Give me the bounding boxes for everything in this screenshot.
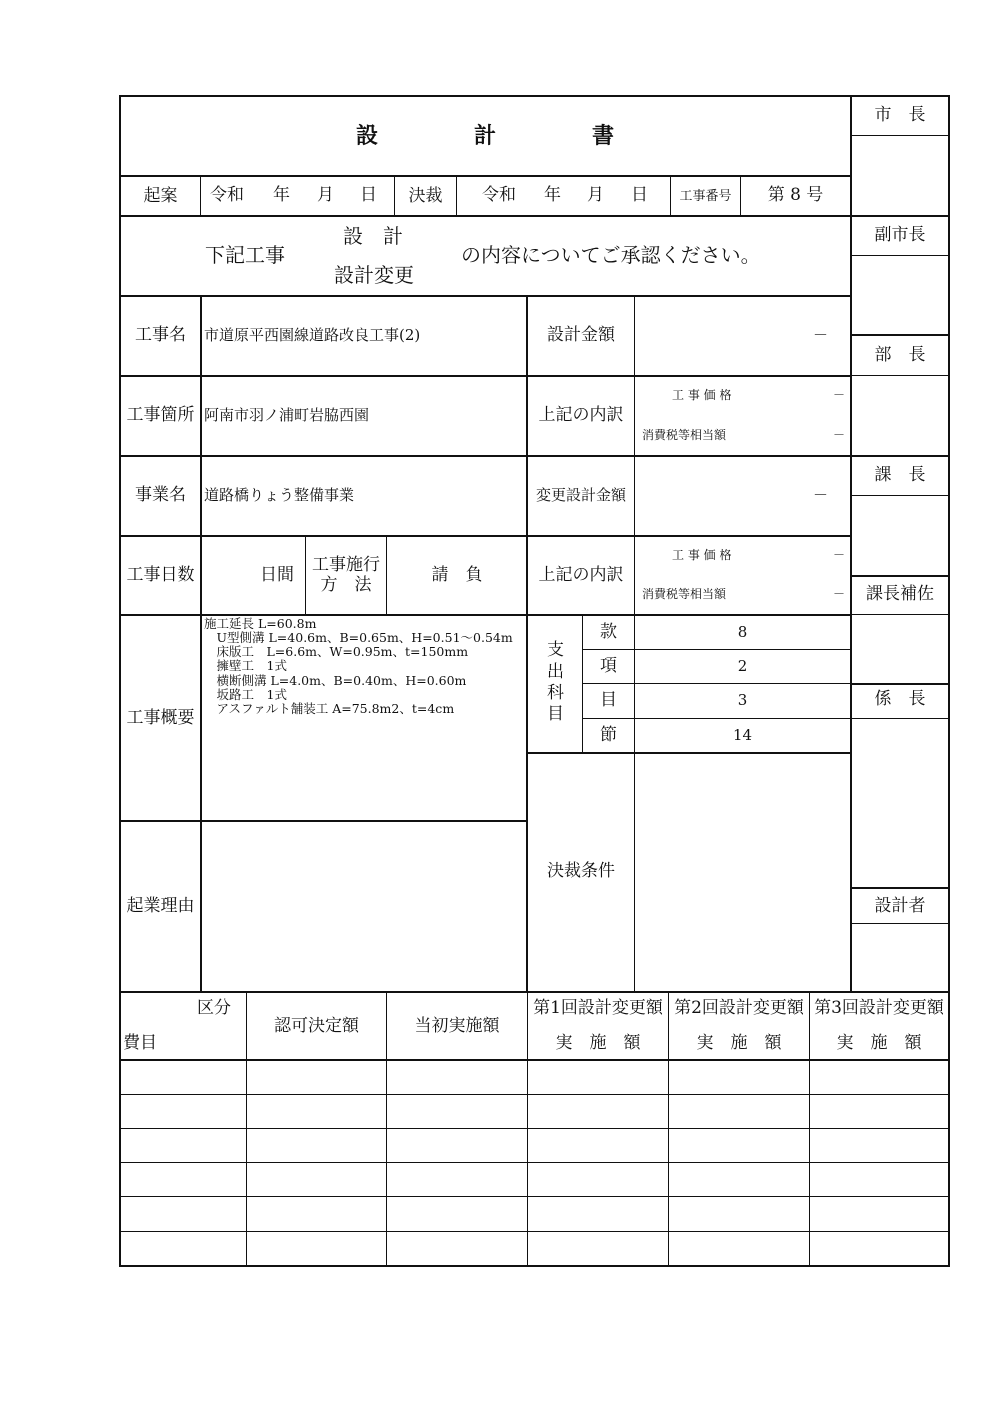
breakdown-label-2: 上記の内訳	[538, 565, 624, 585]
expense-kou-label: 項	[600, 656, 617, 676]
change2-subheader: 実 施 額	[696, 1033, 782, 1053]
reason-field[interactable]	[202, 822, 526, 991]
project-value[interactable]: 道路橋りょう整備事業	[204, 486, 355, 504]
days-label: 工事日数	[126, 565, 195, 585]
expense-kou-value[interactable]: 2	[737, 657, 748, 675]
section-chief-label: 課 長	[874, 465, 926, 485]
division-label: 区分	[197, 998, 231, 1018]
design-amount-label: 設計金額	[547, 325, 615, 345]
tax-label-2: 消費税等相当額	[642, 587, 727, 601]
expense-kan-label: 款	[600, 622, 617, 642]
item-label: 費目	[123, 1033, 157, 1053]
summary-label: 工事概要	[126, 708, 195, 728]
conditions-label: 決裁条件	[547, 861, 615, 881]
days-unit[interactable]: 日間	[260, 565, 294, 585]
subsection-chief-seal-box[interactable]	[852, 719, 948, 887]
request-option-design[interactable]: 設 計	[343, 224, 403, 248]
work-price-label-2: 工 事 価 格	[672, 548, 732, 562]
location-label: 工事箇所	[126, 405, 195, 425]
conditions-field[interactable]	[635, 754, 850, 991]
decision-day[interactable]: 日	[631, 185, 648, 205]
work-name-value[interactable]: 市道原平西園線道路改良工事(2)	[204, 326, 421, 344]
summary-line: U型側溝 L=40.6m、B=0.65m、H=0.51～0.54m	[204, 630, 513, 646]
designer-label: 設計者	[874, 896, 926, 916]
tax-label-1: 消費税等相当額	[642, 428, 727, 442]
change1-subheader: 実 施 額	[555, 1033, 641, 1053]
expense-char-1: 支	[547, 640, 564, 660]
work-name-label: 工事名	[135, 325, 186, 345]
changed-amount-value[interactable]: －	[813, 486, 829, 504]
vice-mayor-label: 副市長	[874, 225, 926, 245]
table-row[interactable]	[121, 1163, 948, 1196]
title-char-3: 書	[592, 123, 615, 149]
work-price-value-2[interactable]: －	[833, 548, 846, 562]
mayor-label: 市 長	[874, 105, 926, 125]
mayor-seal-box[interactable]	[852, 136, 948, 215]
draft-year[interactable]: 年	[273, 185, 290, 205]
designer-seal-box[interactable]	[852, 924, 948, 991]
title-char-1: 設	[356, 123, 379, 149]
summary-line: アスファルト舗装工 A=75.8m2、t=4cm	[204, 700, 455, 716]
draft-era: 令和	[210, 185, 244, 205]
table-row[interactable]	[121, 1061, 948, 1094]
draft-label: 起案	[143, 186, 178, 206]
reason-label: 起業理由	[126, 896, 195, 916]
approved-header: 認可決定額	[274, 1016, 359, 1036]
draft-month[interactable]: 月	[317, 185, 334, 205]
expense-char-2: 出	[547, 662, 564, 682]
request-suffix: の内容についてご承認ください。	[461, 243, 761, 267]
change3-header: 第3回設計変更額	[814, 998, 944, 1018]
work-number-value[interactable]: 第 8 号	[767, 185, 824, 205]
method-label-1: 工事施行	[312, 555, 380, 575]
summary-line: 坂路工 1式	[204, 686, 287, 702]
decision-label: 決裁	[408, 186, 443, 206]
table-row[interactable]	[121, 1129, 948, 1162]
summary-line: 擁壁工 1式	[204, 658, 287, 674]
expense-moku-label: 目	[600, 690, 617, 710]
table-row[interactable]	[121, 1095, 948, 1128]
changed-amount-label: 変更設計金額	[535, 486, 626, 504]
assistant-chief-seal-box[interactable]	[852, 615, 948, 683]
draft-day[interactable]: 日	[360, 185, 377, 205]
request-prefix: 下記工事	[205, 243, 285, 267]
change1-header: 第1回設計変更額	[533, 998, 663, 1018]
summary-text[interactable]	[204, 617, 513, 716]
expense-char-3: 科	[547, 683, 564, 703]
method-value[interactable]: 請 負	[431, 565, 483, 585]
work-number-label: 工事番号	[679, 189, 732, 204]
initial-header: 当初実施額	[414, 1016, 500, 1036]
section-chief-seal-box[interactable]	[852, 496, 948, 575]
design-amount-value[interactable]: －	[813, 326, 829, 344]
decision-year[interactable]: 年	[544, 185, 561, 205]
summary-line: 施工延長 L=60.8m	[204, 616, 317, 631]
work-price-value-1[interactable]: －	[833, 388, 846, 402]
tax-value-2[interactable]: －	[833, 587, 846, 601]
method-label-2: 方 法	[320, 575, 372, 595]
location-value[interactable]: 阿南市羽ノ浦町岩脇西園	[204, 406, 370, 424]
request-option-change[interactable]: 設計変更	[334, 263, 414, 287]
assistant-chief-label: 課長補佐	[866, 584, 934, 604]
expense-char-4: 目	[547, 704, 564, 724]
table-row[interactable]	[121, 1197, 948, 1231]
tax-value-1[interactable]: －	[833, 428, 846, 442]
change3-subheader: 実 施 額	[836, 1033, 922, 1053]
summary-line: 床版工 L=6.6m、W=0.95m、t=150mm	[204, 644, 469, 660]
vice-mayor-seal-box[interactable]	[852, 256, 948, 334]
expense-moku-value[interactable]: 3	[737, 691, 748, 709]
project-label: 事業名	[135, 485, 186, 505]
expense-setsu-value[interactable]: 14	[732, 726, 753, 744]
expense-setsu-label: 節	[600, 725, 617, 745]
table-row[interactable]	[121, 1232, 948, 1265]
subsection-chief-label: 係 長	[874, 689, 926, 709]
title-char-2: 計	[474, 123, 497, 149]
work-price-label-1: 工 事 価 格	[672, 388, 732, 402]
director-seal-box[interactable]	[852, 376, 948, 455]
breakdown-label-1: 上記の内訳	[538, 405, 624, 425]
decision-era: 令和	[482, 185, 516, 205]
summary-line: 横断側溝 L=4.0m、B=0.40m、H=0.60m	[204, 672, 467, 688]
decision-month[interactable]: 月	[587, 185, 604, 205]
director-label: 部 長	[874, 345, 926, 365]
change2-header: 第2回設計変更額	[674, 998, 804, 1018]
expense-kan-value[interactable]: 8	[737, 623, 748, 641]
